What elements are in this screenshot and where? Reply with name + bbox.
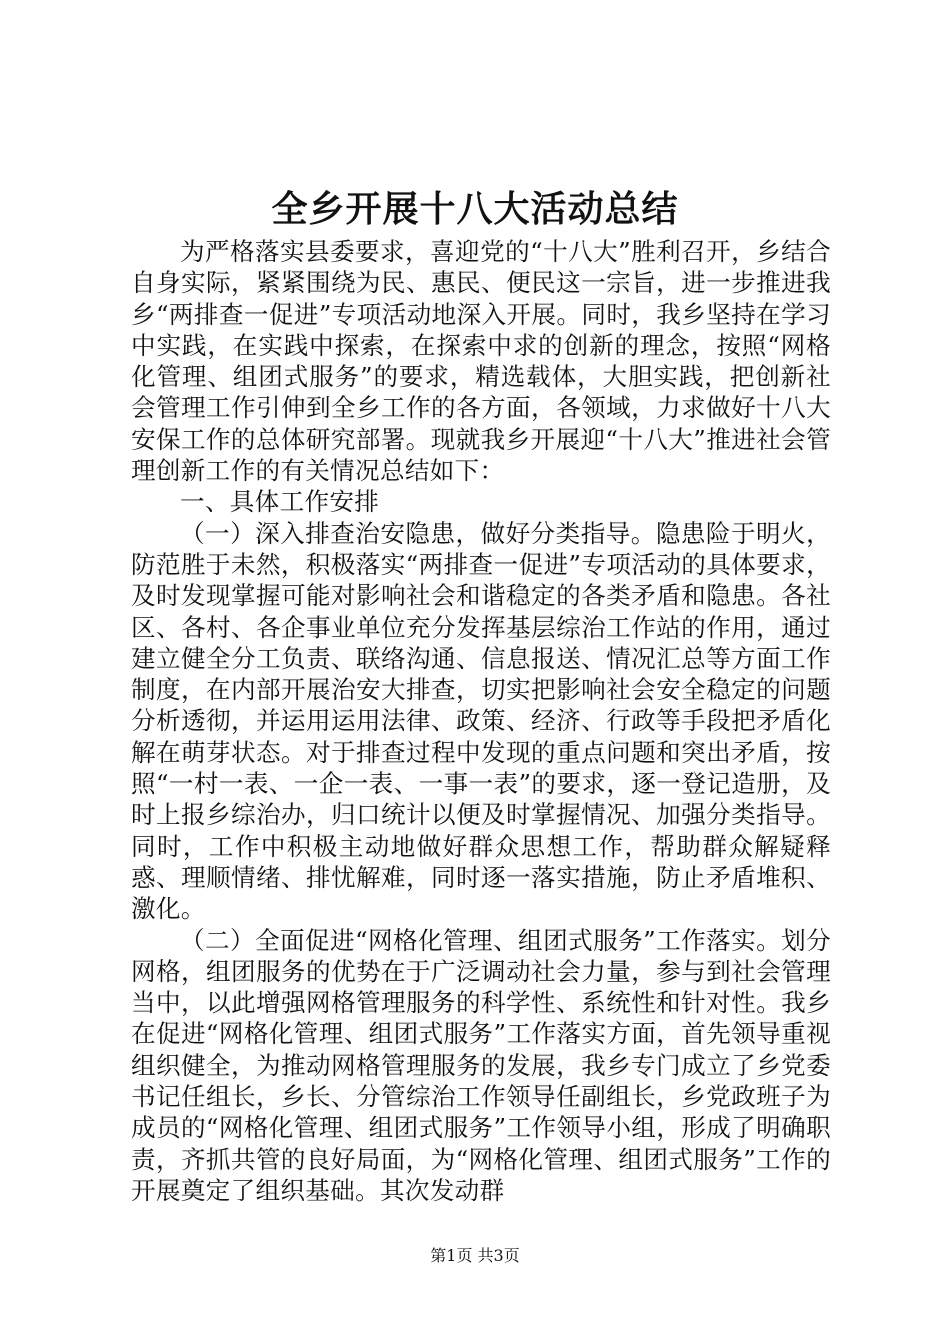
section-heading: 一、具体工作安排 xyxy=(180,487,380,517)
item-one-paragraph: （一）深入排查治安隐患，做好分类指导。隐患险于明火，防范胜于未然，积极落实“两排查一促进”专项活动的具体要求，及时发现掌握可能对影响社会和谐稳定的各类矛盾和隐患。各社区、各村、各企事业单位充分发挥基层综治工作站的作用，通过建立健全分工负责、联络沟通、信息报送、情况汇总等方面工作制度，在内部开展治安大排查，切实把影响社会安全稳定的问题分析透彻，并运用运用法律、政策、经济、行政等手段把矛盾化解在萌芽状态。对于排查过程中发现的重点问题和突出矛盾，按照“一村一表、一企一表、一事一表”的要求，逐一登记造册，及时上报乡综治办，归口统计以便及时掌握情况、加强分类指导。同时，工作中积极主动地做好群众思想工作，帮助群众解疑释惑、理顺情绪、排忧解难，同时逐一落实措施，防止矛盾堆积、激化。 xyxy=(131,518,831,924)
page-number-footer: 第1页 共3页 xyxy=(430,1246,520,1265)
item-two-paragraph: （二）全面促进“网格化管理、组团式服务”工作落实。划分网格，组团服务的优势在于广泛调动社会力量，参与到社会管理当中，以此增强网格管理服务的科学性、系统性和针对性。我乡在促进“网格化管理、组团式服务”工作落实方面，首先领导重视组织健全，为推动网格管理服务的发展，我乡专门成立了乡党委书记任组长，乡长、分管综治工作领导任副组长，乡党政班子为成员的“网格化管理、组团式服务”工作领导小组，形成了明确职责，齐抓共管的良好局面，为“网格化管理、组团式服务”工作的开展奠定了组织基础。其次发动群 xyxy=(131,925,831,1205)
intro-paragraph: 为严格落实县委要求，喜迎党的“十八大”胜利召开，乡结合自身实际，紧紧围绕为民、惠民、便民这一宗旨，进一步推进我乡“两排查一促进”专项活动地深入开展。同时，我乡坚持在学习中实践，在实践中探索，在探索中求的创新的理念，按照“网格化管理、组团式服务”的要求，精选载体，大胆实践，把创新社会管理工作引伸到全乡工作的各方面，各领域，力求做好十八大安保工作的总体研究部署。现就我乡开展迎“十八大”推进社会管理创新工作的有关情况总结如下： xyxy=(131,237,831,486)
document-body xyxy=(131,236,831,1206)
document-title: 全乡开展十八大活动总结 xyxy=(271,188,679,230)
